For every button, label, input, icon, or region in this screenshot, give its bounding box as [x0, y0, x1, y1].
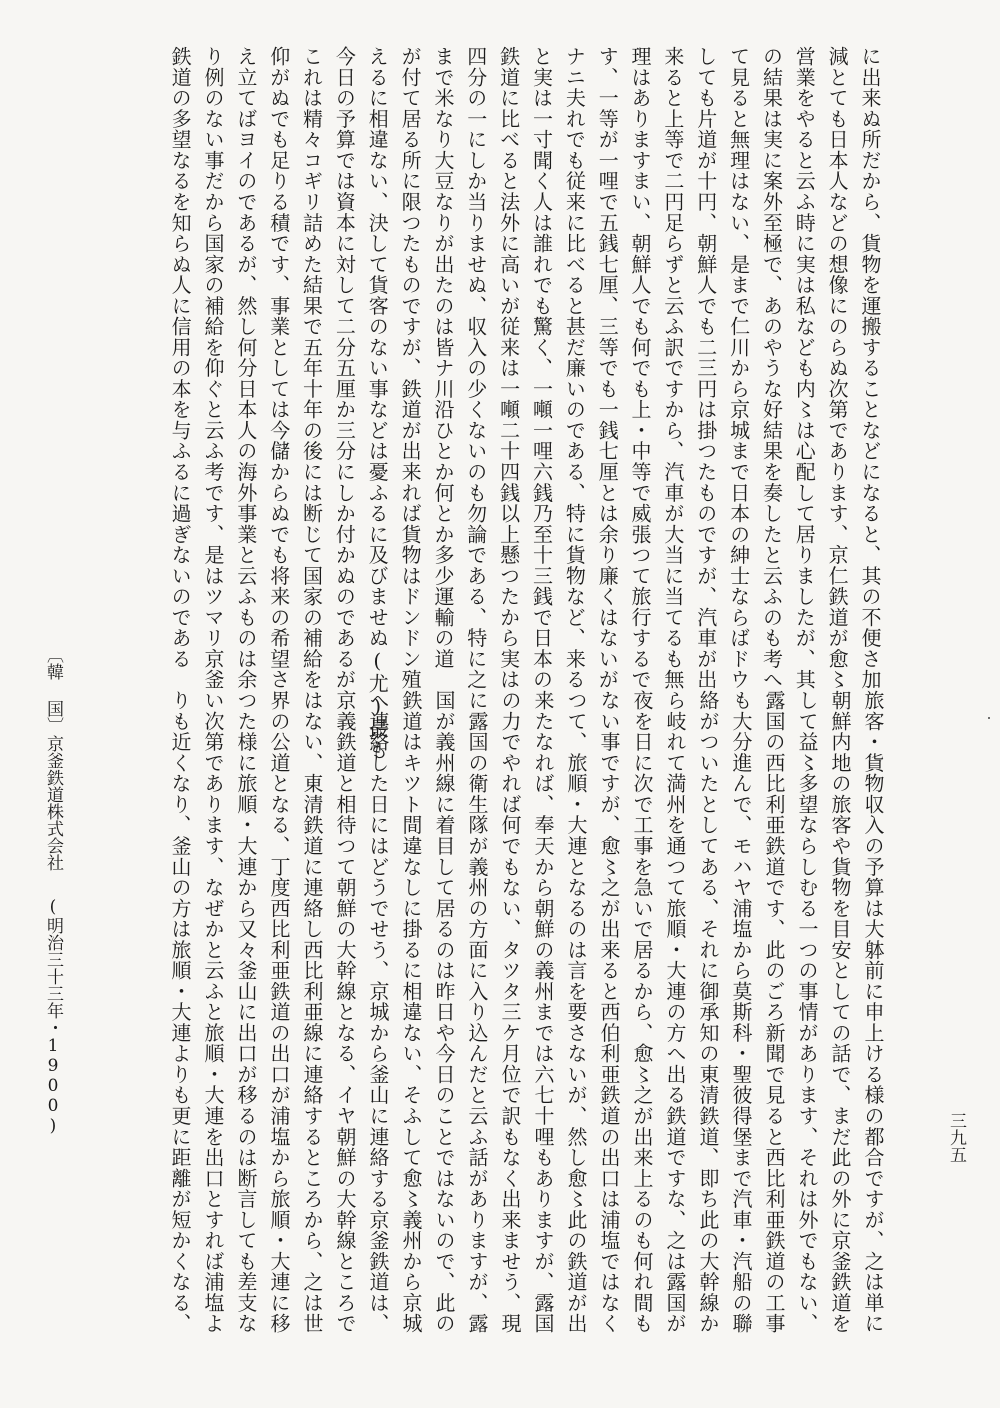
text-column: しても片道が十円、朝鮮人でも二三円は掛つたものですが、汽車が出 [693, 46, 718, 690]
text-column: はない、東清鉄道に連絡し西比利亜線に連絡するところから、之は世 [300, 690, 324, 1334]
text-column: まで米なり大豆なりが出たのは皆ナ川沿ひとか何とか多少運輸の道 [430, 46, 455, 670]
text-column: つて、旅順・大連となるのは言を要さないが、然し愈〻此の鉄道が出 [564, 690, 588, 1334]
running-header-organization: 京釜鉄道株式会社 [43, 735, 63, 871]
text-column: ら岐れて満州を通つて旅順・大連の方へ出る鉄道ですな、之は露国が [663, 690, 687, 1334]
text-column: 鉄道に比べると法外に高いが従来は一噸二十四銭以上懸つたから実は [496, 46, 521, 690]
text-column: て見ると無理はない、是まで仁川から京城まで日本の紳士ならばドウ [726, 46, 751, 690]
text-column: 鉄道の多望なるを知らぬ人に信用の本を与ふるに過ぎないのである [168, 46, 193, 670]
text-column: す、一等が一哩で五銭七厘、三等でも一銭七厘とは余り廉くはないが [595, 46, 620, 690]
text-column: 来たなれば、奉天から朝鮮の義州までは六七十哩もありますが、露国 [531, 690, 555, 1334]
text-column: へ連絡した日にはどうでせう、京城から釜山に連絡する京釜鉄道は、 [366, 690, 390, 1334]
text-column: い次第であります、なぜかと云ふと旅順・大連を出口とすれば浦塩よ [201, 690, 225, 1334]
text-column: 仰がぬでも足りる積です、事業としては今儲からぬでも将来の希望さ [266, 46, 291, 690]
text-column: 絡がついたとしてある、それに御承知の東清鉄道、即ち此の大幹線か [696, 690, 720, 1334]
text-column: 界の公道となる、丁度西比利亜鉄道の出口が浦塩から旅順・大連に移 [267, 690, 291, 1334]
text-column: りも近くなり、釜山の方は旅順・大連よりも更に距離が短かくなる、 [168, 690, 192, 1334]
text-column: して益〻多望ならしむる一つの事情があります、それは外でもない、 [795, 690, 819, 1334]
text-column: ナニ夫れでも従来に比べると甚だ廉いのである、特に貨物など、来る [562, 46, 587, 690]
text-column: 理はありますまい、朝鮮人でも何でも上・中等で威張つて旅行するで [628, 46, 653, 690]
text-column: 旅客・貨物収入の予算は大躰前に申上ける様の都合ですが、之は単に [861, 690, 885, 1334]
page-speck [988, 717, 990, 719]
page-number: 三九五 [946, 1112, 966, 1163]
text-column: 今日の予算では資本に対して二分五厘か三分にしか付かぬのであるが [332, 46, 357, 690]
text-column: 朝鮮内地の旅客や貨物を目安としての話で、まだ此の外に京釜鉄道を [828, 690, 852, 1334]
text-column: 減とても日本人などの想像にのらぬ次第であります、京仁鉄道が愈〻 [825, 46, 850, 690]
text-column: も大分進んで、モハヤ浦塩から莫斯科・聖彼得堡まで汽車・汽船の聯 [729, 690, 753, 1334]
text-column: 国が義州線に着目して居るのは昨日や今日のことではないので、此の [432, 690, 456, 1334]
running-header-region: 〔韓 国〕 [43, 646, 63, 734]
text-column: に露国の衛生隊が義州の方面に入り込んだと云ふ話がありますが、露 [465, 690, 489, 1334]
text-column: 鉄道はキツト間違なしに掛るに相違ない、そふして愈〻義州から京城 [399, 690, 423, 1334]
text-column: つた様に旅順・大連から又々釜山に出口が移るのは断言しても差支な [234, 690, 258, 1334]
text-column: 露国の西比利亜鉄道です、此のごろ新聞で見ると西比利亜鉄道の工事 [762, 690, 786, 1334]
text-column: 来ると上等で二円足らずと云ふ訳ですから、汽車が大当に当てるも無 [660, 46, 685, 690]
text-column: 四分の一にしか当りませぬ、収入の少くないのも勿論である、特に之 [463, 46, 488, 690]
text-column: の結果は実に案外至極で、あのやうな好結果を奏したと云ふのも考へ [759, 46, 784, 690]
text-column: の力でやれば何でもない、タツタ三ケ月位で訳もなく出来ませう、現 [498, 690, 522, 1334]
text-column: え立てばヨイのであるが、然し何分日本人の海外事業と云ふものは余 [233, 46, 258, 690]
text-column: 夜を日に次で工事を急いで居るから、愈〻之が出来上るのも何れ間も [630, 690, 654, 1334]
text-column: が付て居る所に限つたものですが、鉄道が出来れば貨物はドンドン殖 [398, 46, 423, 690]
running-header-date: (明治三十三年・1900) [43, 897, 63, 1136]
text-column: り例のない事だから国家の補給を仰ぐと云ふ考です、是はツマリ京釜 [201, 46, 225, 690]
text-column: と実は一寸聞く人は誰れでも驚く、一噸一哩六銭乃至十三銭で日本の [529, 46, 554, 690]
text-column: に出来ぬ所だから、貨物を運搬することなどになると、其の不便さ加 [858, 46, 882, 690]
text-column: 営業をやると云ふ時に実は私なども内〻は心配して居りましたが、其 [792, 46, 817, 690]
text-column: ない事ですが、愈〻之が出来ると西伯利亜鉄道の出口は浦塩ではなく [597, 690, 621, 1334]
text-column: これは精々コギリ詰めた結果で五年十年の後には断じて国家の補給を [299, 46, 324, 690]
text-column: 京義鉄道と相待つて朝鮮の大幹線となる、イヤ朝鮮の大幹線ところで [333, 690, 357, 1334]
text-column: えるに相違ない、決して貨客のない事などは憂ふるに及びませぬ(尤)最も [365, 46, 390, 761]
